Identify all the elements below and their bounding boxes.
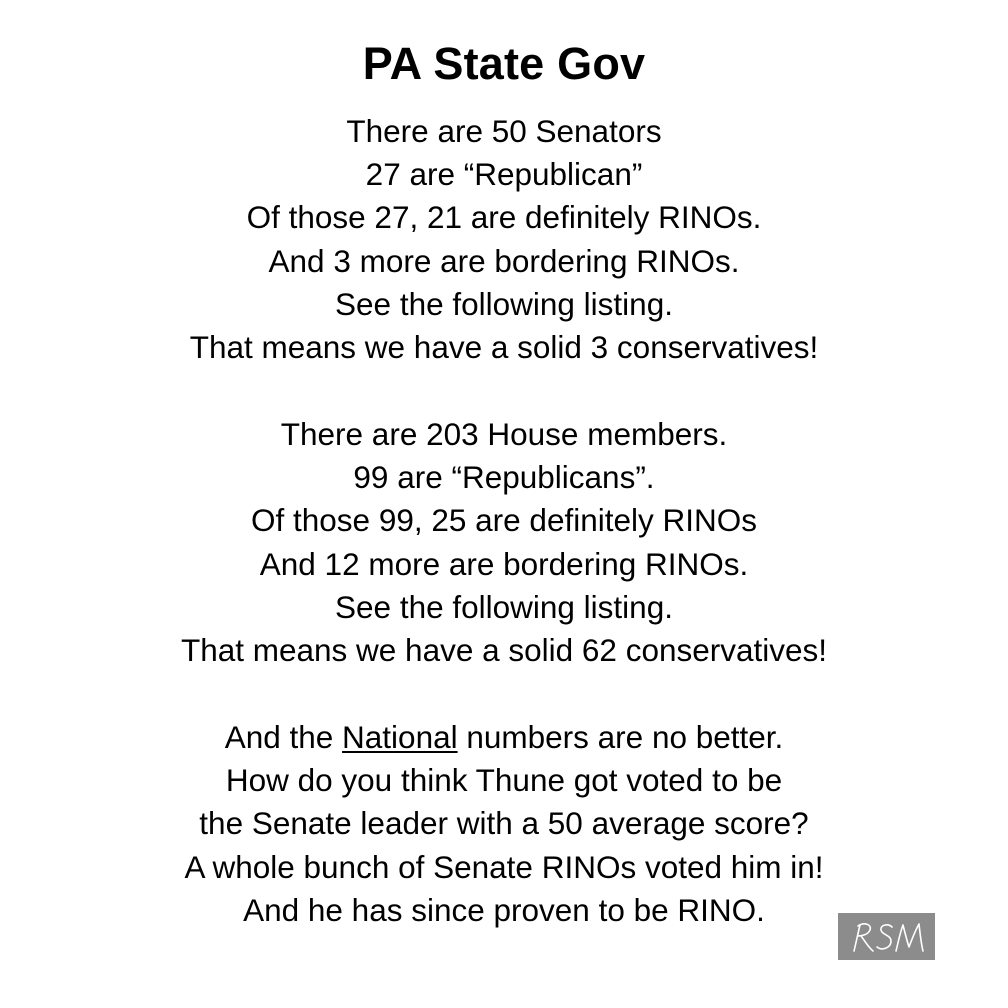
national-line: How do you think Thune got voted to be	[225, 762, 783, 799]
national-line	[0, 716, 1008, 759]
page-title: PA State Gov	[362, 38, 646, 89]
national-line: A whole bunch of Senate RINOs voted him in!	[184, 848, 824, 885]
senate-line: There are 50 Senators	[346, 113, 662, 149]
house-line: That means we have a solid 62 conservatives!	[180, 632, 828, 669]
house-line: 99 are “Republicans”.	[353, 459, 655, 496]
house-section	[0, 413, 1008, 672]
rsm-signature-icon	[842, 917, 932, 957]
national-line-prefix: And the	[224, 719, 343, 755]
house-line: Of those 99, 25 are definitely RINOs	[251, 502, 757, 539]
signature-stamp	[838, 913, 935, 960]
national-section	[0, 716, 1008, 932]
national-line: the Senate leader with a 50 average score?	[199, 805, 809, 842]
senate-line: That means we have a solid 3 conservatives!	[189, 329, 819, 366]
senate-section	[0, 110, 1008, 369]
senate-line: See the following listing.	[335, 285, 673, 322]
national-line: And he has since proven to be RINO.	[243, 891, 765, 928]
senate-line: And 3 more are bordering RINOs.	[268, 242, 740, 279]
house-line: See the following listing.	[335, 588, 673, 625]
senate-line: 27 are “Republican”	[365, 156, 643, 193]
house-line: And 12 more are bordering RINOs.	[259, 545, 749, 582]
house-line: There are 203 House members.	[280, 416, 728, 452]
national-line-suffix: numbers are no better.	[457, 719, 784, 755]
national-underlined-word: National	[342, 719, 458, 755]
senate-line: Of those 27, 21 are definitely RINOs.	[246, 199, 762, 236]
